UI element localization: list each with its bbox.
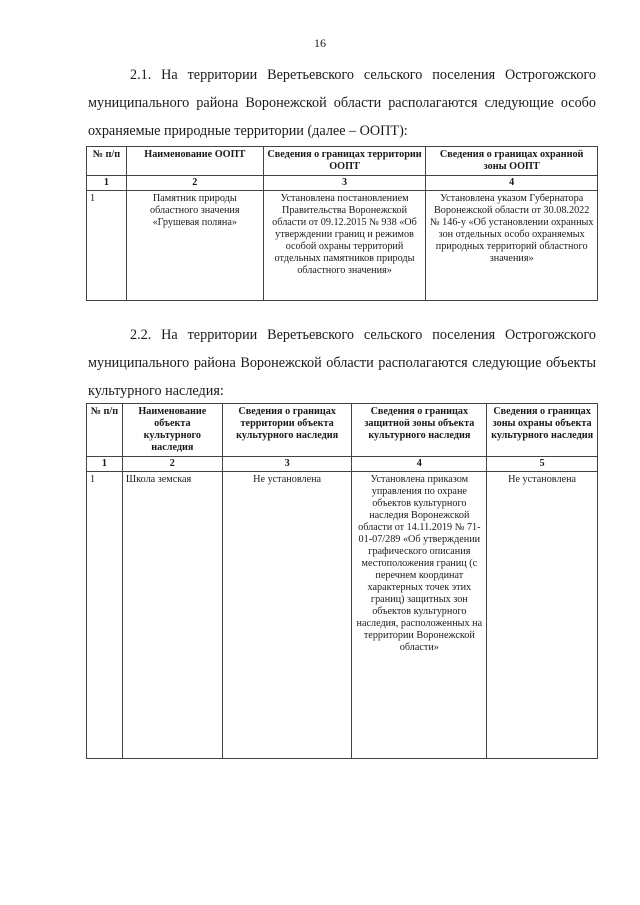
header-cell: Наименование объекта культурного наследия xyxy=(122,404,222,457)
header-cell: Сведения о границах территории ООПТ xyxy=(263,147,426,176)
section-2-2-paragraph: 2.2. На территории Веретьевского сельского поселения Острогожского муниципального района Воронежской области располагаются следующие объекты культурного наследия: xyxy=(88,327,596,399)
header-cell: Сведения о границах зоны охраны объекта культурного наследия xyxy=(487,404,598,457)
table-cell: Установлена указом Губернатора Воронежской области от 30.08.2022 № 146-у «Об установлении охранных зон отдельных особо охраняемых природных территорий областного значения» xyxy=(426,191,598,301)
column-number: 2 xyxy=(122,457,222,472)
table-row xyxy=(87,472,598,759)
column-number: 1 xyxy=(87,176,127,191)
column-number-row xyxy=(87,457,598,472)
table-row xyxy=(87,191,598,301)
table-cell: Не установлена xyxy=(487,472,598,759)
column-number: 5 xyxy=(487,457,598,472)
table-cell: Памятник природы областного значения «Грушевая поляна» xyxy=(126,191,263,301)
column-number: 4 xyxy=(352,457,487,472)
table-cell: Школа земская xyxy=(122,472,222,759)
table-header-row xyxy=(87,404,598,457)
column-number: 4 xyxy=(426,176,598,191)
header-cell: № п/п xyxy=(87,404,123,457)
table-cell: 1 xyxy=(87,472,123,759)
column-number: 2 xyxy=(126,176,263,191)
cultural-heritage-table xyxy=(86,403,598,759)
protected-areas-table xyxy=(86,146,598,301)
table-cell: Не установлена xyxy=(222,472,352,759)
column-number: 3 xyxy=(222,457,352,472)
column-number: 3 xyxy=(263,176,426,191)
column-number: 1 xyxy=(87,457,123,472)
header-cell: № п/п xyxy=(87,147,127,176)
table-cell: Установлена постановлением Правительства Воронежской области от 09.12.2015 № 938 «Об утверждении границ и режимов особой охраны территорий отдельных памятников природы областного значения» xyxy=(263,191,426,301)
section-2-1-paragraph: 2.1. На территории Веретьевского сельского поселения Острогожского муниципального района Воронежской области располагаются следующие особо охраняемые природные территории (далее – ООПТ): xyxy=(88,67,596,139)
header-cell: Сведения о границах охранной зоны ООПТ xyxy=(426,147,598,176)
column-number-row xyxy=(87,176,598,191)
header-cell: Сведения о границах защитной зоны объекта культурного наследия xyxy=(352,404,487,457)
table-header-row xyxy=(87,147,598,176)
header-cell: Наименование ООПТ xyxy=(126,147,263,176)
table-cell: Установлена приказом управления по охране объектов культурного наследия Воронежской области от 14.11.2019 № 71-01-07/289 «Об утверждении графического описания местоположения границ (с перечнем координат характерных точек этих границ) защитных зон объектов культурного наследия, расположенных на территории Воронежской области» xyxy=(352,472,487,759)
page-number: 16 xyxy=(314,36,326,50)
header-cell: Сведения о границах территории объекта культурного наследия xyxy=(222,404,352,457)
table-cell: 1 xyxy=(87,191,127,301)
